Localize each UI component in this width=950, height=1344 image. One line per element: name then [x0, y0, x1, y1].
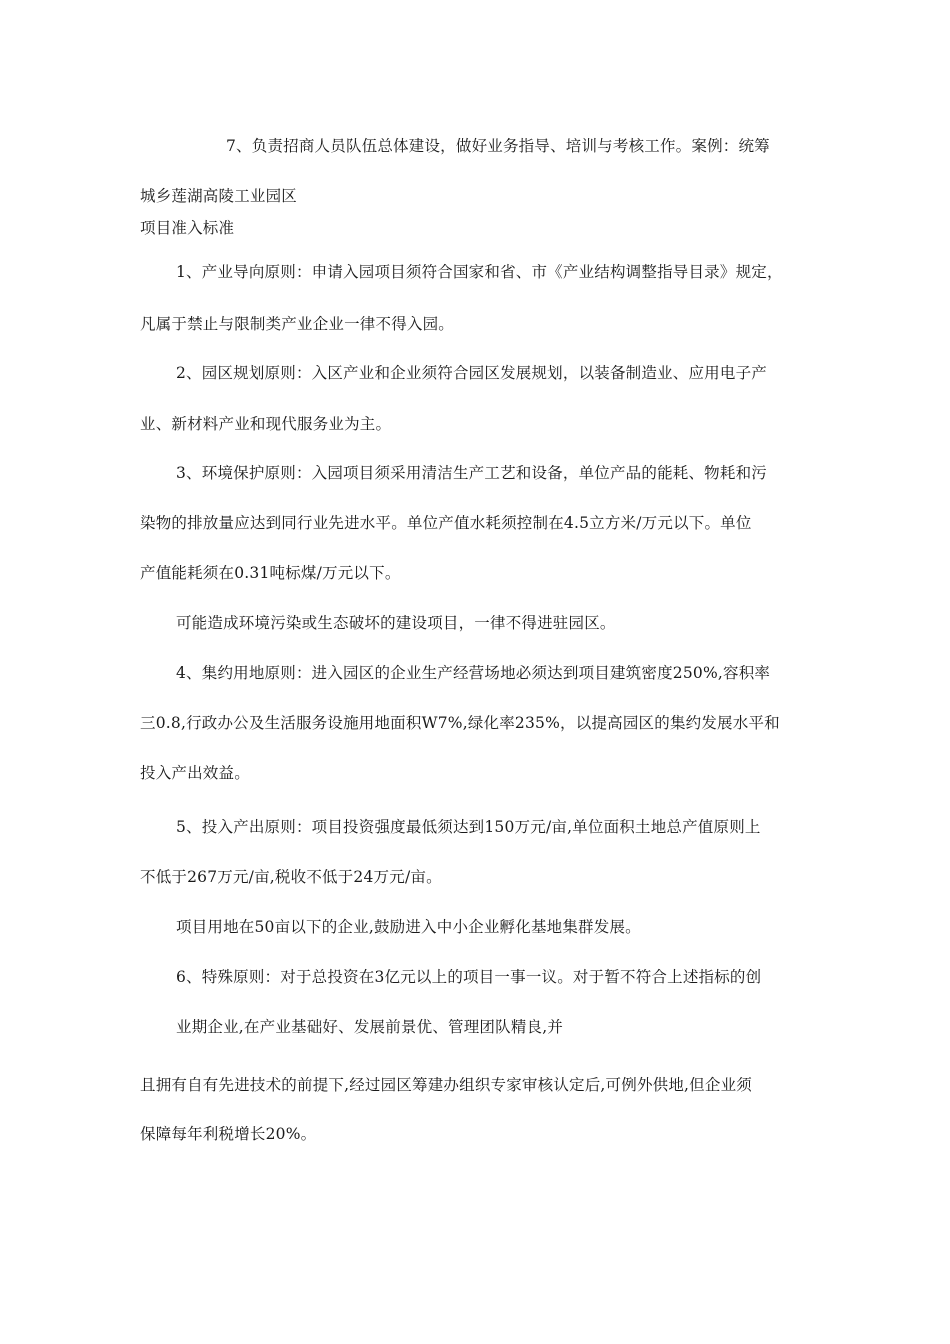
paragraph-5-note: 项目用地在50亩以下的企业,鼓励进入中小企业孵化基地集群发展。 — [176, 918, 641, 936]
section-heading: 项目准入标准 — [140, 219, 235, 237]
paragraph-2-line-1: 2、园区规划原则：入区产业和企业须符合园区发展规划，以装备制造业、应用电子产 — [176, 364, 767, 382]
paragraph-2-line-2: 业、新材料产业和现代服务业为主。 — [140, 415, 392, 433]
paragraph-5-line-2: 不低于267万元/亩,税收不低于24万元/亩。 — [140, 868, 442, 886]
paragraph-6-line-3: 且拥有自有先进技术的前提下,经过园区筹建办组织专家审核认定后,可例外供地,但企业须 — [140, 1076, 752, 1094]
paragraph-4-line-1: 4、集约用地原则：进入园区的企业生产经营场地必须达到项目建筑密度250%,容积率 — [176, 664, 771, 682]
paragraph-6-line-4: 保障每年利税增长20%。 — [140, 1125, 317, 1143]
paragraph-3-line-3: 产值能耗须在0.31吨标煤/万元以下。 — [140, 564, 401, 582]
paragraph-3-line-1: 3、环境保护原则：入园项目须采用清洁生产工艺和设备，单位产品的能耗、物耗和污 — [176, 464, 767, 482]
paragraph-6-line-1: 6、特殊原则：对于总投资在3亿元以上的项目一事一议。对于暂不符合上述指标的创 — [176, 968, 762, 986]
paragraph-5-line-1: 5、投入产出原则：项目投资强度最低须达到150万元/亩,单位面积土地总产值原则上 — [176, 818, 761, 836]
paragraph-6-line-2: 业期企业,在产业基础好、发展前景优、管理团队精良,并 — [176, 1018, 564, 1036]
paragraph-7-line-1: 7、负责招商人员队伍总体建设，做好业务指导、培训与考核工作。案例：统筹 — [226, 137, 770, 155]
paragraph-4-line-3: 投入产出效益。 — [140, 764, 250, 782]
paragraph-4-line-2: 三0.8,行政办公及生活服务设施用地面积W7%,绿化率235%，以提高园区的集约发展水平和 — [140, 714, 780, 732]
paragraph-3-note: 可能造成环境污染或生态破坏的建设项目，一律不得进驻园区。 — [176, 614, 616, 632]
paragraph-3-line-2: 染物的排放量应达到同行业先进水平。单位产值水耗须控制在4.5立方米/万元以下。单位 — [140, 514, 752, 532]
paragraph-1-line-1: 1、产业导向原则：申请入园项目须符合国家和省、市《产业结构调整指导目录》规定， — [176, 263, 783, 281]
case-title-line: 城乡莲湖高陵工业园区 — [140, 187, 298, 205]
paragraph-1-line-2: 凡属于禁止与限制类产业企业一律不得入园。 — [140, 315, 455, 333]
